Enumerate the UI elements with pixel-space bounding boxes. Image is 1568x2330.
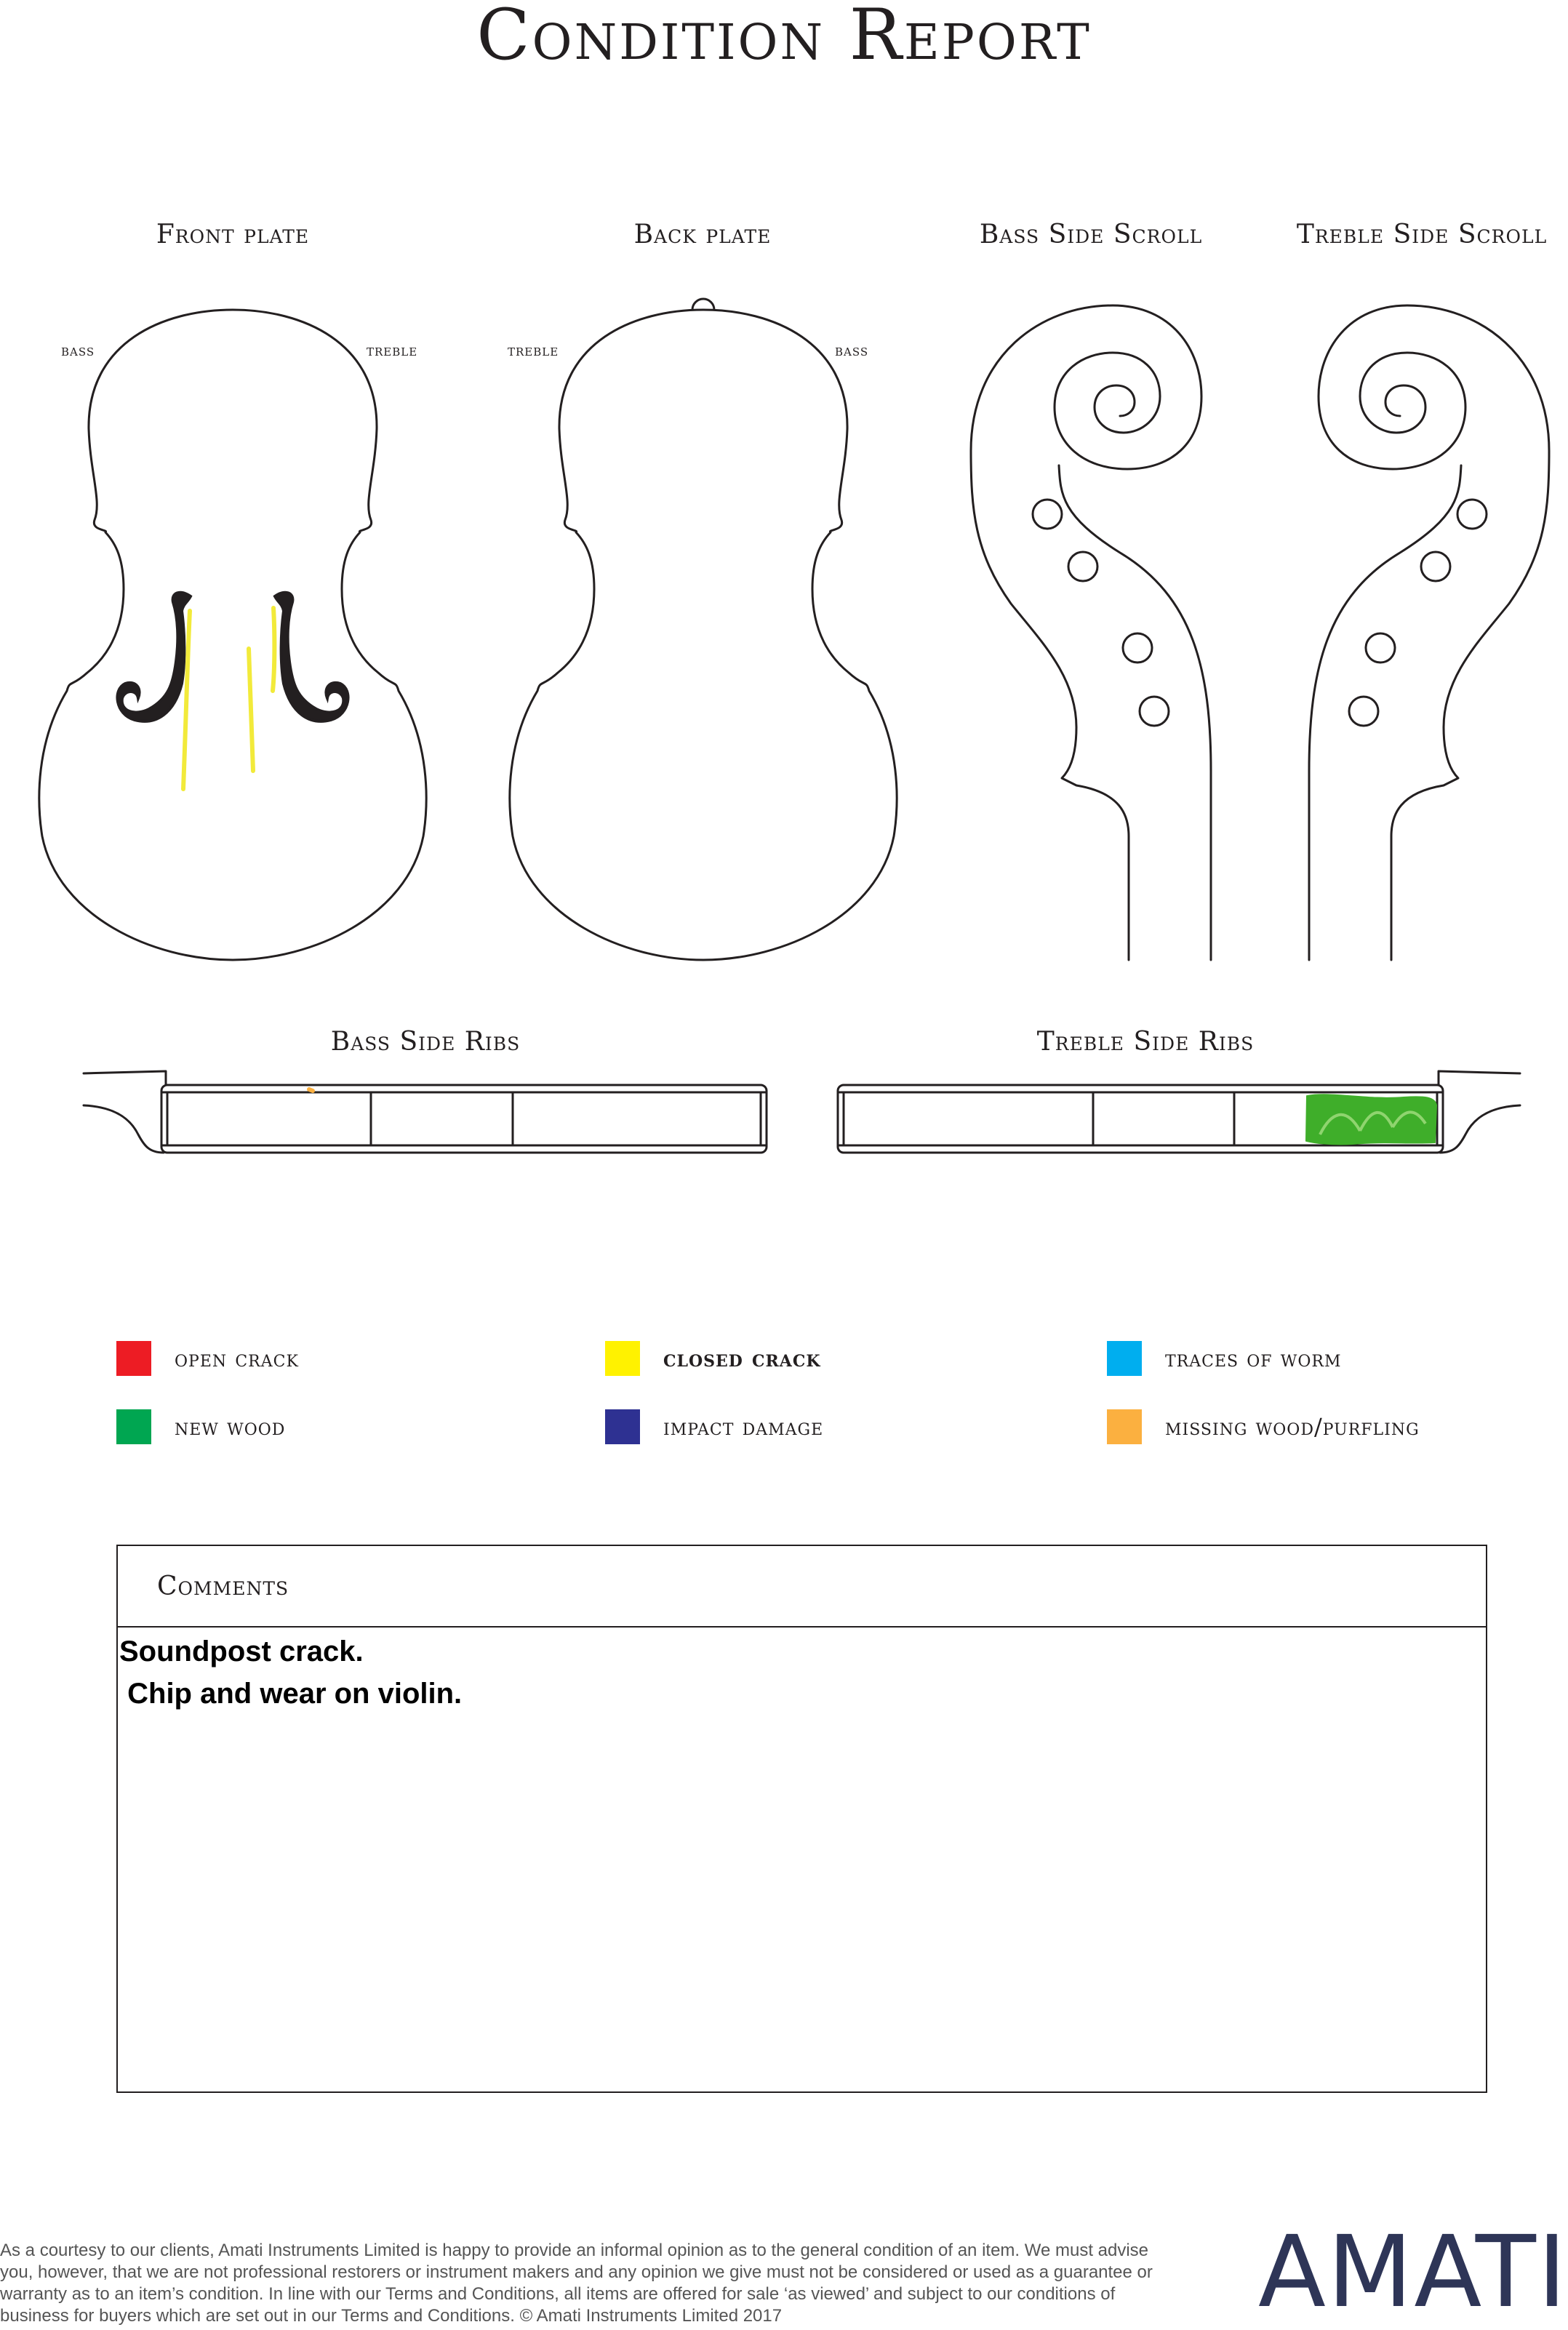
legend-label: open crack	[175, 1345, 299, 1372]
bass-scroll-outline	[971, 305, 1211, 960]
legend-label: traces of worm	[1165, 1345, 1342, 1372]
back-treble-label: treble	[508, 342, 559, 360]
legend-open-crack	[116, 1340, 299, 1377]
back-plate-outline	[510, 310, 897, 960]
legend-swatch-navy	[605, 1409, 640, 1444]
peg-hole	[1033, 500, 1062, 529]
peg-hole	[1140, 697, 1169, 726]
comments-text[interactable]: Soundpost crack. Chip and wear on violin.	[119, 1636, 463, 1710]
legend-swatch-green	[116, 1409, 151, 1444]
page-title: Condition Report	[476, 0, 1092, 76]
amati-logo: AMATI	[1257, 2215, 1568, 2330]
back-button	[692, 299, 714, 310]
comments-title: Comments	[157, 1571, 289, 1601]
legend-swatch-blue	[1107, 1341, 1142, 1376]
legend-swatch-yellow	[605, 1341, 640, 1376]
peg-hole	[1421, 552, 1450, 581]
legend-label: new wood	[175, 1413, 286, 1441]
legend-label: impact damage	[663, 1413, 824, 1441]
peg-hole	[1349, 697, 1378, 726]
treble-ribs-neck	[1439, 1071, 1520, 1153]
legend-label: missing wood/purfling	[1165, 1413, 1420, 1441]
comments-header	[118, 1546, 1486, 1628]
front-plate-label: Front plate	[156, 220, 310, 249]
bass-ribs-neck	[84, 1071, 166, 1153]
comments-box	[116, 1545, 1487, 2093]
bass-ribs-outline	[161, 1085, 767, 1153]
new-wood-mark	[1307, 1095, 1436, 1143]
peg-hole	[1457, 500, 1487, 529]
f-hole-left	[117, 593, 191, 721]
front-bass-label: bass	[61, 342, 95, 360]
legend-swatch-orange	[1107, 1409, 1142, 1444]
legend-swatch-red	[116, 1341, 151, 1376]
peg-hole	[1068, 552, 1097, 581]
front-plate-outline	[39, 310, 426, 960]
legend-label: closed crack	[663, 1345, 821, 1372]
back-plate-label: Back plate	[633, 220, 772, 249]
peg-hole	[1366, 633, 1395, 662]
treble-side-ribs-label: Treble Side Ribs	[1036, 1027, 1255, 1057]
treble-side-scroll-label: Treble Side Scroll	[1296, 220, 1548, 249]
peg-hole	[1123, 633, 1152, 662]
legend-closed-crack	[605, 1340, 821, 1377]
front-treble-label: treble	[367, 342, 418, 360]
closed-crack-mark	[273, 608, 274, 691]
legend-impact-damage	[605, 1409, 823, 1445]
bass-side-scroll-label: Bass Side Scroll	[979, 220, 1203, 249]
treble-scroll-outline	[1309, 305, 1549, 960]
legend-missing-wood	[1107, 1409, 1420, 1445]
disclaimer: As a courtesy to our clients, Amati Instruments Limited is happy to provide an informal opinion as to the general condition of an item. We must advise you, however, that we are not professional restorers or instrument makers and any opinion we give must not be considered or used as a guarantee or warranty as to an item’s condition. In line with our Terms and Conditions, all items are offered for sale ‘as viewed’ and subject to our conditions of business for buyers which are set out in our Terms and Conditions. © Amati Instruments Limited 2017	[0, 2241, 1153, 2326]
f-hole-right	[275, 593, 348, 721]
legend-traces-of-worm	[1107, 1340, 1341, 1377]
bass-side-ribs-label: Bass Side Ribs	[330, 1027, 521, 1057]
bass-ribs-inner	[161, 1092, 767, 1145]
closed-crack-mark	[249, 649, 253, 771]
closed-crack-mark	[309, 1089, 313, 1091]
legend-new-wood	[116, 1409, 285, 1445]
back-bass-label: bass	[835, 342, 869, 360]
